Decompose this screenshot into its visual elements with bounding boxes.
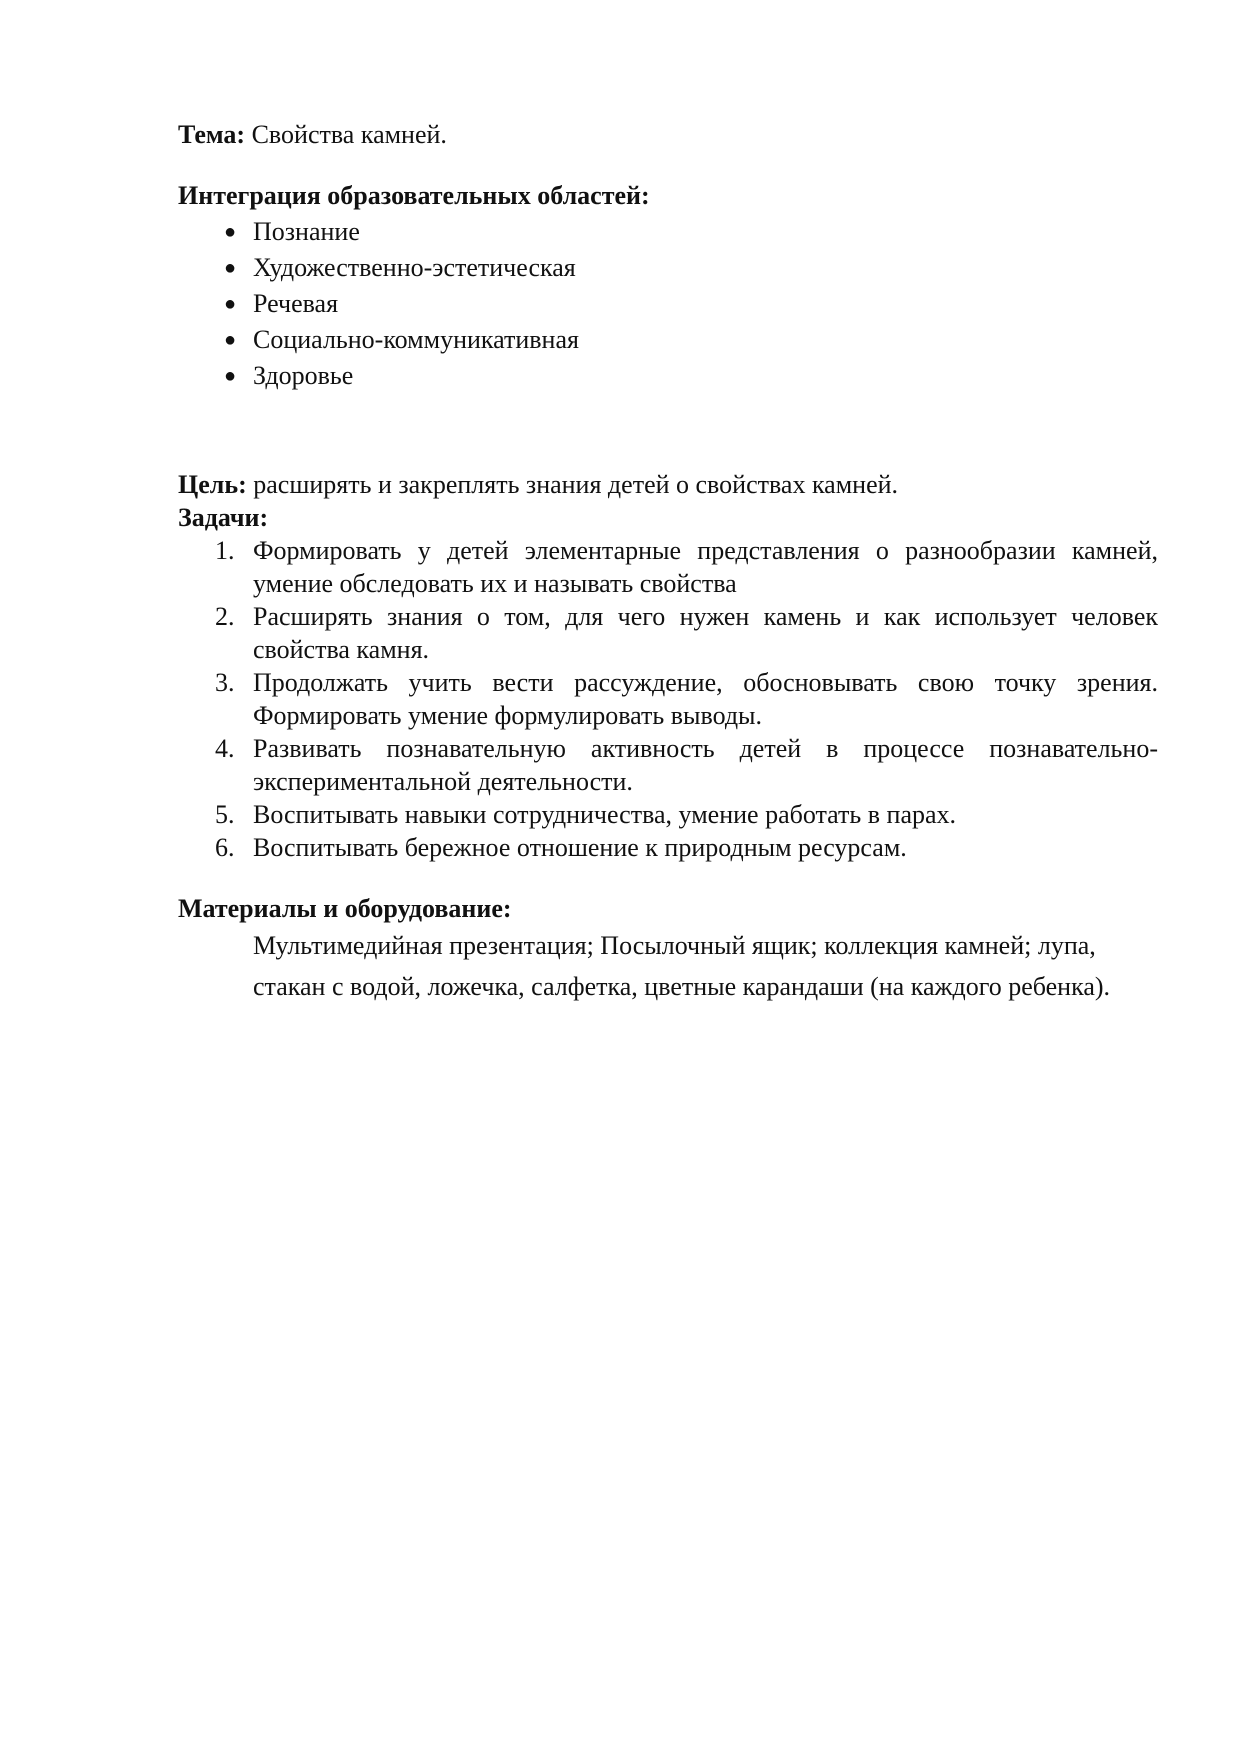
list-item-text: Здоровье xyxy=(253,361,354,390)
list-item xyxy=(178,600,1158,666)
topic-label: Тема: xyxy=(178,120,246,149)
topic-line xyxy=(178,118,1158,151)
bullet-icon: ● xyxy=(223,221,237,243)
bullet-icon: ● xyxy=(223,293,237,315)
list-item xyxy=(178,831,1158,864)
task-number: 1. xyxy=(215,536,235,565)
task-text: Формировать у детей элементарные представления о разнообразии камней, умение обследовать их и называть свойства xyxy=(253,536,1158,598)
task-number: 6. xyxy=(215,833,235,862)
list-item xyxy=(178,250,1158,286)
goal-label: Цель: xyxy=(178,470,247,499)
list-item-text: Социально-коммуникативная xyxy=(253,325,579,354)
list-item xyxy=(178,534,1158,600)
goal-value: расширять и закреплять знания детей о свойствах камней. xyxy=(253,470,899,499)
document-page xyxy=(178,118,1158,1007)
task-number: 2. xyxy=(215,602,235,631)
task-text: Воспитывать навыки сотрудничества, умение работать в парах. xyxy=(253,800,957,829)
list-item xyxy=(178,322,1158,358)
bullet-icon: ● xyxy=(223,365,237,387)
bullet-icon: ● xyxy=(223,329,237,351)
tasks-heading: Задачи: xyxy=(178,503,269,532)
goal-line xyxy=(178,468,1158,501)
list-item xyxy=(178,214,1158,250)
materials-heading: Материалы и оборудование: xyxy=(178,894,512,923)
list-item-text: Познание xyxy=(253,217,360,246)
task-text: Расширять знания о том, для чего нужен камень и как использует человек свойства камня. xyxy=(253,602,1158,664)
list-item-text: Речевая xyxy=(253,289,339,318)
task-number: 4. xyxy=(215,734,235,763)
topic-value: Свойства камней. xyxy=(251,120,447,149)
materials-text: Мультимедийная презентация; Посылочный ящик; коллекция камней; лупа, стакан с водой, ложечка, салфетка, цветные карандаши (на каждого ребенка). xyxy=(253,931,1111,1001)
list-item xyxy=(178,286,1158,322)
tasks-list xyxy=(178,534,1158,864)
list-item xyxy=(178,732,1158,798)
task-number: 5. xyxy=(215,800,235,829)
list-item xyxy=(178,358,1158,394)
integration-list xyxy=(178,214,1158,394)
task-text: Продолжать учить вести рассуждение, обосновывать свою точку зрения. Формировать умение формулировать выводы. xyxy=(253,668,1158,730)
list-item xyxy=(178,798,1158,831)
integration-heading: Интеграция образовательных областей: xyxy=(178,181,650,210)
list-item xyxy=(178,666,1158,732)
bullet-icon: ● xyxy=(223,257,237,279)
list-item-text: Художественно-эстетическая xyxy=(253,253,576,282)
task-number: 3. xyxy=(215,668,235,697)
task-text: Воспитывать бережное отношение к природным ресурсам. xyxy=(253,833,907,862)
task-text: Развивать познавательную активность детей в процессе познавательно-экспериментальной деятельности. xyxy=(253,734,1158,796)
